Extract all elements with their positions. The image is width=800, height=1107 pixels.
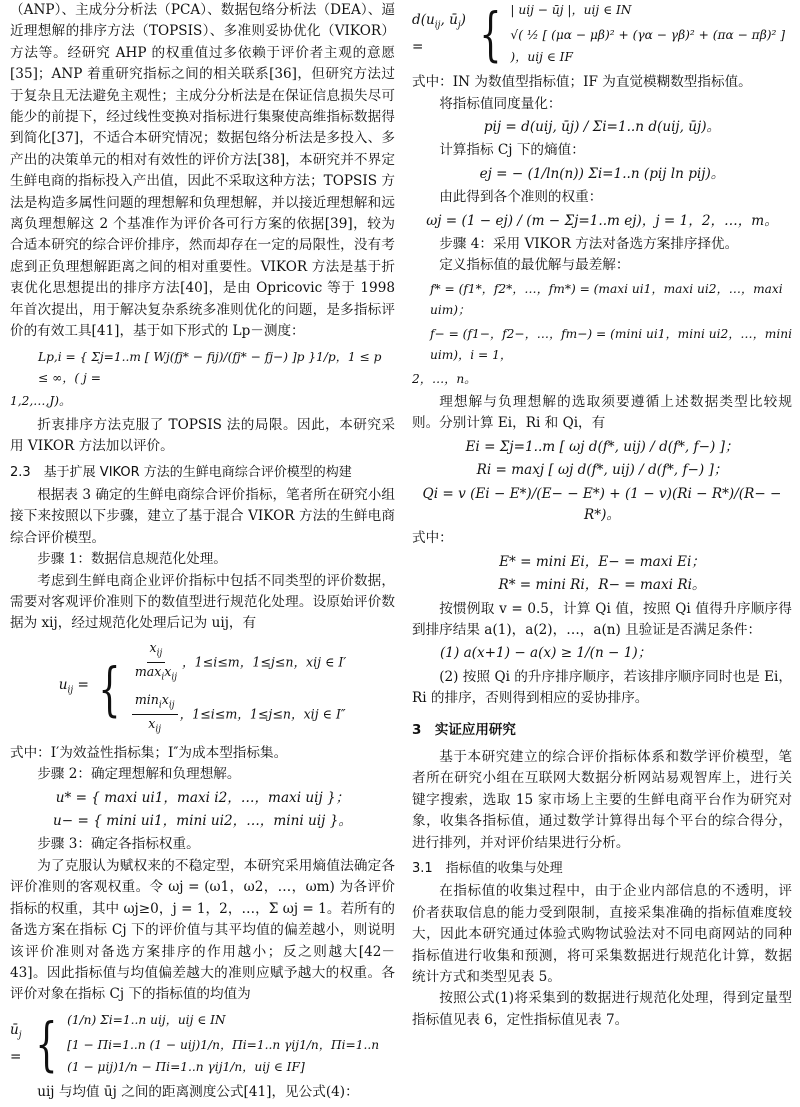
model-intro-paragraph: 根据表 3 确定的生鲜电商综合评价指标，笔者所在研究小组接下来按照以下步骤，建立了基于混合 VIKOR 方法的生鲜电商综合评价模型。 [10, 486, 395, 546]
normalization-paragraph: 考虑到生鲜电商企业评价指标中包括不同类型的评价数据，需要对客观评价准则下的数值型进行规范化处理。设原始评价数据为 xij，经过规范化处理后记为 uij，有 [10, 572, 395, 632]
left-brace-distance: { [478, 0, 502, 69]
entropy-weight-paragraph: 为了克服认为赋权来的不稳定型，本研究采用熵值法确定各评价准则的客观权重。令 ωj = (ω1，ω2，…，ωm) 为各评价指标的权重，其中 ωj≥0，j = 1，2，…，Σ ωj = 1。若所有的备选方案在指标 Cj 下的评价值与其平均值的偏差越小，则说明该评价准则对备选方案排序的作用越小；反之则越大[42－43]。因此指标值与均值偏差越大的准则应赋予越大的权重。各评价对象在指标 Cj 下的指标值的均值为 [10, 857, 395, 1003]
distance-case-numeric: | uij − ūj |，uij ∈ IN [510, 3, 632, 17]
compute-eri-paragraph: 理想解与负理想解的选取须要遵循上述数据类型比较规则。分别计算 Ei，Ri 和 Qi，有 [412, 393, 792, 432]
distance-intro-paragraph: uij 与均值 ūj 之间的距离测度公式[41]，见公式(4)： [37, 1083, 359, 1100]
proportion-equation: pij = d(uij, ūj) / Σi=1..n d(uij, ūj)。 [483, 119, 721, 136]
e-star-equation: E* = mini Ei，E− = maxi Ei； [499, 553, 705, 570]
negative-ideal-solution-equation: u− = { mini ui1，mini ui2，…，mini uij }。 [53, 813, 352, 830]
weight-equation: ωj = (1 − ej) / (m − Σj=1..m ej)，j = 1，2，…，m。 [426, 212, 778, 229]
where-label: 式中： [412, 530, 453, 547]
distance-equation: $d(u_{ij}$, $ū_j$) = { | uij − ūj |，uij ∈ IN √( ½ [ (μα − μβ)² + (γα − γβ)² + (πα − πβ)² ] )，uij ∈ IF [412, 0, 792, 68]
normalization-result-paragraph: 按照公式(1)将采集到的数据进行规范化处理，得到定量型指标值见表 6，定性指标值见表 7。 [412, 990, 792, 1028]
step3-label: 步骤 3：确定各指标权重。 [37, 836, 200, 853]
index-set-note: 式中：I′为效益性指标集；I″为成本型指标集。 [10, 744, 288, 761]
tradeoff-paragraph: 折衷排序方法克服了 TOPSIS 法的局限。因此，本研究采用 VIKOR 方法加以评价。 [10, 416, 395, 455]
lp-measure-equation: Lp,i = { Σj=1..m [ Wj(fj* − fij)/(fj* − fj−) ]p }1/p，1 ≤ p ≤ ∞，( j = [38, 349, 382, 385]
lp-measure-equation-cont: 1,2,…,J)。 [10, 394, 72, 409]
left-brace: { [98, 654, 121, 723]
step1-label: 步骤 1：数据信息规范化处理。 [37, 551, 227, 568]
mean-value-equation: $ū_j$ = { (1/n) Σi=1..n uij，uij ∈ IN [1 − Πi=1..n (1 − uij)1/n，Πi=1..n γij1/n，Πi=1..n (1 − μij)1/n − Πi=1..n γij1/n，uij ∈ IF] [10, 1010, 395, 1078]
mean-case-fuzzy: [1 − Πi=1..n (1 − uij)1/n，Πi=1..n γij1/n，Πi=1..n (1 − μij)1/n − Πi=1..n γij1/n，uij ∈ IF] [67, 1038, 380, 1074]
advantage-condition-equation: (1) a(x+1) − a(x) ≥ 1/(n − 1)； [440, 645, 652, 662]
weights-label: 由此得到各个准则的权重： [439, 189, 603, 206]
normalization-case-cost: ，1≤i≤m，1≤j≤n，xij ∈ I″ [179, 706, 346, 722]
empirical-intro-paragraph: 基于本研究建立的综合评价指标体系和数学评价模型，笔者所在研究小组在互联网大数据分析网站易观智库上，进行关键字搜索，选取 15 家市场上主要的生鲜电商平台作为研究对象，收集各指标值，通过数学计算得出每个平台的综合得分，进行排列，并对评价结果进行分析。 [412, 749, 792, 851]
stability-condition-paragraph: (2) 按照 Qi 的升序排序顺序，若该排序顺序同时也是 Ei，Ri 的排序，否则得到相应的妥协排序。 [412, 668, 792, 707]
section-heading-2-3: 2.3 基于扩展 VIKOR 方法的生鲜电商综合评价模型的构建 [10, 464, 352, 480]
best-worst-label: 定义指标值的最优解与最差解： [439, 257, 630, 274]
compromise-index-equation: Qi = v (Ei − E*)/(E− − E*) + (1 − v)(Ri − R*)/(R− − R*)。 [422, 485, 782, 523]
entropy-equation: ej = − (1/ln(n)) Σi=1..n (pij ln pij)。 [479, 165, 725, 182]
best-solution-equation: f* = (f1*，f2*，…，fm*) = (maxi ui1，maxi ui2，…，maxi uim)； [430, 281, 783, 318]
step2-label: 步骤 2：确定理想解和负理想解。 [37, 766, 241, 783]
individual-regret-equation: Ri = maxj [ ωj d(f*, uij) / d(f*, f−) ]； [476, 462, 728, 479]
left-brace-mean: { [35, 1009, 58, 1078]
entropy-label: 计算指标 Cj 下的熵值： [439, 142, 585, 159]
mean-case-numeric: (1/n) Σi=1..n uij，uij ∈ IN [67, 1012, 226, 1027]
right-column [412, 0, 792, 1031]
section-heading-3: 3 实证应用研究 [412, 721, 516, 738]
distance-note: 式中：IN 为数值型指标值；IF 为直觉模糊数型指标值。 [412, 74, 752, 91]
group-utility-equation: Ei = Σj=1..m [ ωj d(f*, uij) / d(f*, f−) ]； [465, 438, 739, 455]
step4-label: 步骤 4：采用 VIKOR 方法对备选方案排序择优。 [439, 236, 739, 253]
intro-paragraph: （ANP）、主成分分析法（PCA）、数据包络分析法（DEA）、逼近理想解的排序方法（TOPSIS）、多准则妥协优化（VIKOR）方法等。经研究 AHP 的权重值过多依赖于评价者主观的意愿[35]；ANP 着重研究指标之间的相关联系[36]，但研究方法过于复杂且无法避免主观性；主成分分析法是在保证信息损失尽可能少的前提下，经过线性变换对指标进行集聚使高维指标数据得到简化[37]，不适合本研究情况；数据包络分析法是多投入、多产出的决策单元的相对有效性的评价方法[38]，本研究并不界定生鲜电商的指标投入产出值，因此不采取这种方法；TOPSIS 方法是构造多属性问题的理想解和负理想解，并以接近理想解和远离负理想解这 2 个基准作为评价各可行方案的依据[39]，较为合适本研究的综合评价排序，然而却存在一定的局限性，没有考虑到正负理想解距离之间的相对重要性。VIKOR 方法是基于折衷优化思想提出的排序方法[40]，是由 Opricovic 等于 1998 年首次提出，用于解决复杂系统多准则优化的问题，是多指标评价的有效工具[41]，基于如下形式的 Lp－测度： [10, 2, 395, 340]
data-collection-paragraph: 在指标值的收集过程中，由于企业内部信息的不透明，评价者获取信息的能力受到限制，直接采集准确的指标值难度较大，因此本研究通过体验式购物试验法对不同电商网站的同种指标值进行收集和预测，将可采集数据进行规范化计算，数据统计方式和类型见表 5。 [412, 883, 792, 986]
normalization-equation: $u_{ij}$ = { $\frac{x_{ij}}{\max_ix_{ij}}$ ，1≤i≤m，1≤j≤n，xij ∈ I′ $\frac{\min_ix_{ij}}{x_{ij}}$ ，1≤i≤m，1≤j≤n，xij ∈ I″ [58, 639, 347, 735]
worst-solution-equation: f− = (f1−，f2−，…，fm−) = (mini ui1，mini ui2，…，mini uim)，i = 1， [430, 326, 792, 363]
normalization-case-benefit: ，1≤i≤m，1≤j≤n，xij ∈ I′ [182, 654, 347, 670]
normalize-weight-label: 将指标值同度量化： [439, 95, 562, 112]
worst-solution-equation-cont: 2，…，n。 [412, 371, 477, 386]
ideal-solution-equation: u* = { maxi ui1，maxi i2，…，maxi uij }； [55, 789, 350, 806]
section-heading-3-1: 3.1 指标值的收集与处理 [412, 861, 563, 877]
r-star-equation: R* = mini Ri，R− = maxi Ri。 [498, 577, 706, 594]
ranking-paragraph: 按惯例取 v = 0.5，计算 Qi 值，按照 Qi 值得升序顺序得到排序结果 a(1)，a(2)，…，a(n) 且验证是否满足条件： [412, 600, 792, 638]
distance-case-fuzzy: √( ½ [ (μα − μβ)² + (γα − γβ)² + (πα − πβ)² ] )，uij ∈ IF [510, 28, 786, 64]
left-column [10, 0, 395, 1103]
